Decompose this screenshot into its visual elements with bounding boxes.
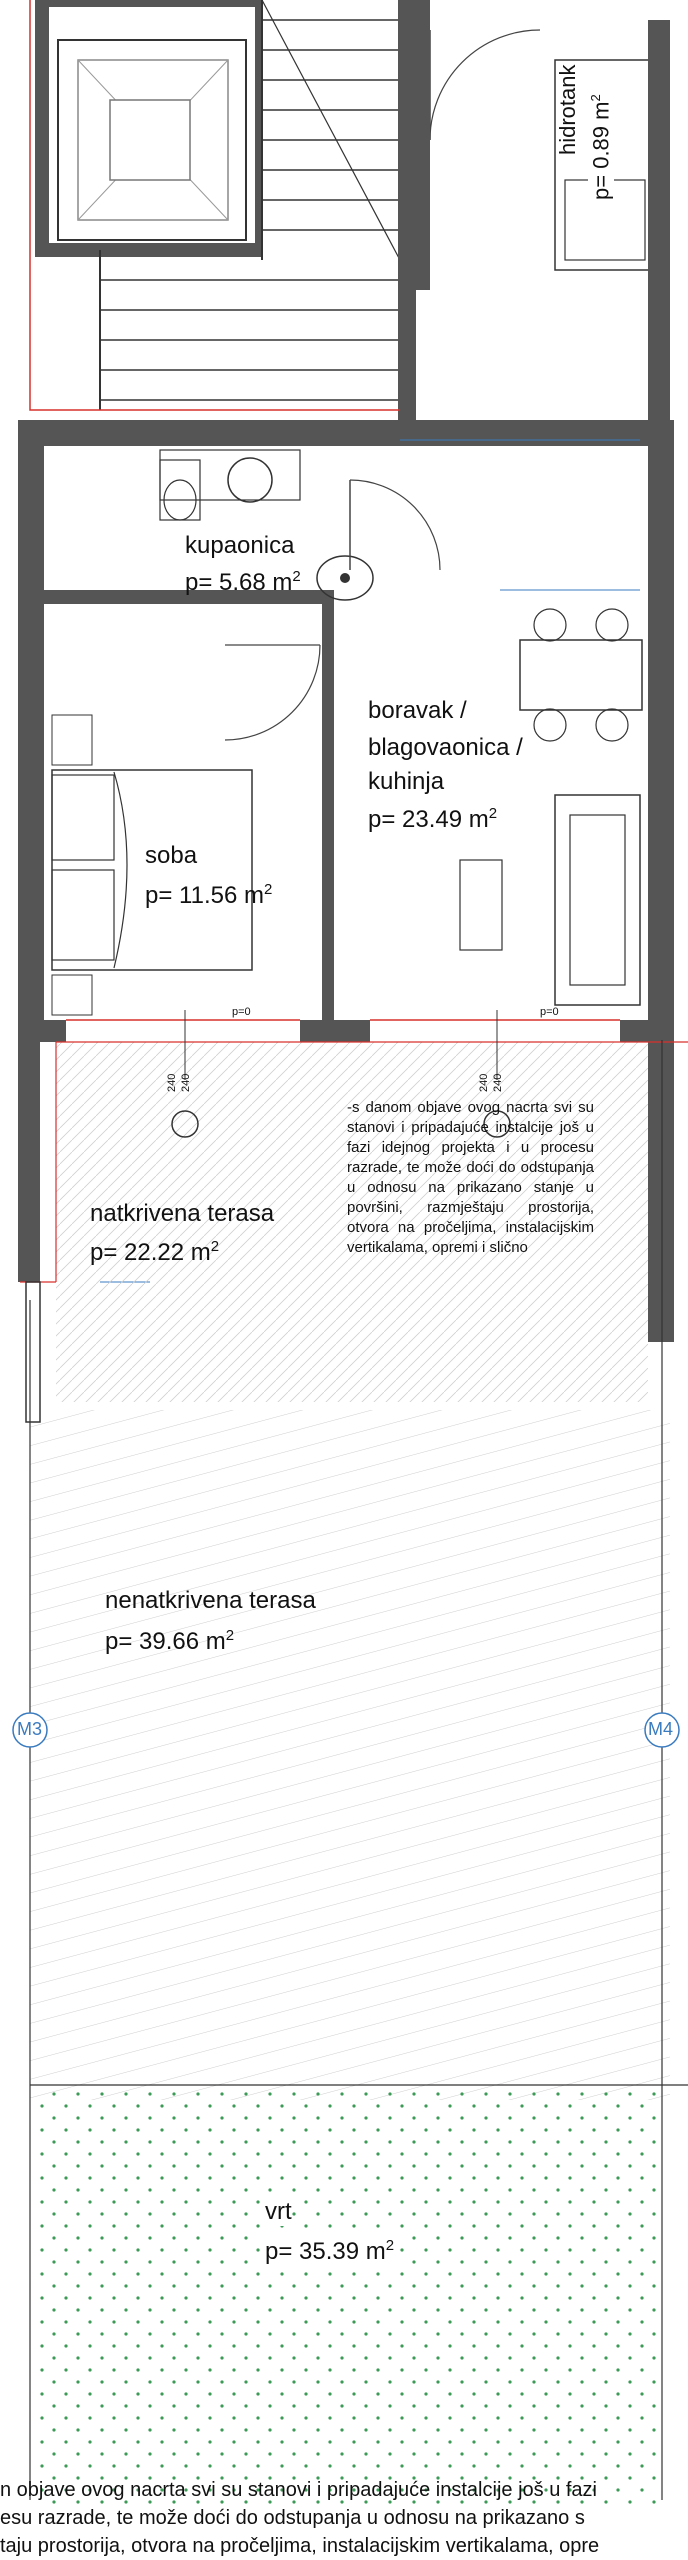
axis-label-m3: M3 — [17, 1719, 43, 1739]
elevator-shaft — [42, 0, 262, 250]
axis-label-m4: M4 — [648, 1719, 674, 1739]
hidrotank-room — [416, 0, 670, 440]
bottom-note-line3: taju prostorija, otvora na pročeljima, instalacijskim vertikalama, opre — [0, 2535, 600, 2557]
vrt-area: p= 35.39 $m^2$ — [265, 2232, 394, 2266]
level-left-b: 240 — [180, 1073, 192, 1092]
natkrivena-terasa-label: natkrivena terasa — [90, 1200, 275, 1227]
soba-door-swing — [225, 645, 320, 740]
nenatkrivena-terasa-area: p= 39.66 $m^2$ — [105, 1627, 235, 1655]
disclaimer-note: -s danom objave ovog nacrta svi su stanovi i pripadajuće instalcije još u fazi idejnog projekta i u procesu razrade, te može doći do odstupanja u odnosu na prikazano stanje u površini, razmještaju prostorija, otvora na pročeljima, instalacijskim vertikalama, opremi i slično — [347, 1099, 594, 1256]
nenatkrivena-terasa-label: nenatkrivena terasa — [105, 1587, 316, 1614]
hidrotank-area: p= 0.89 $m^2$ — [588, 94, 614, 200]
level-left-a: 240 — [166, 1073, 178, 1092]
level-right-b: 240 — [492, 1073, 504, 1092]
boravak-label-line2: blagovaonica / — [368, 734, 523, 761]
dining-table — [520, 609, 642, 741]
boravak-area: p= 23.49 $m^2$ — [368, 805, 498, 833]
p0-left: p=0 — [232, 1006, 251, 1018]
soba-area: p= 11.56 $m^2$ — [145, 881, 273, 909]
p0-right: p=0 — [540, 1006, 559, 1018]
garden-dots — [32, 2087, 662, 2507]
kupaonica-area: p= 5.68 $m^2$ — [185, 568, 301, 596]
boravak-label-line3: kuhinja — [368, 768, 445, 795]
bottom-note-line1: n objave ovog nacrta svi su stanovi i pripadajuće instalcije još u fazi — [0, 2479, 597, 2501]
level-right-a: 240 — [478, 1073, 490, 1092]
hidrotank-label: hidrotank — [555, 64, 580, 155]
natkrivena-terasa-area: p= 22.22 $m^2$ — [90, 1238, 220, 1266]
vrt-label: vrt — [265, 2198, 292, 2225]
kupaonica-label: kupaonica — [185, 532, 295, 559]
bottom-note-line2: esu razrade, te može doći do odstupanja u odnosu na prikazano s — [0, 2507, 585, 2529]
uncovered-terrace-hatch — [30, 1410, 670, 2100]
soba-label: soba — [145, 842, 198, 869]
boravak-label-line1: boravak / — [368, 697, 467, 724]
